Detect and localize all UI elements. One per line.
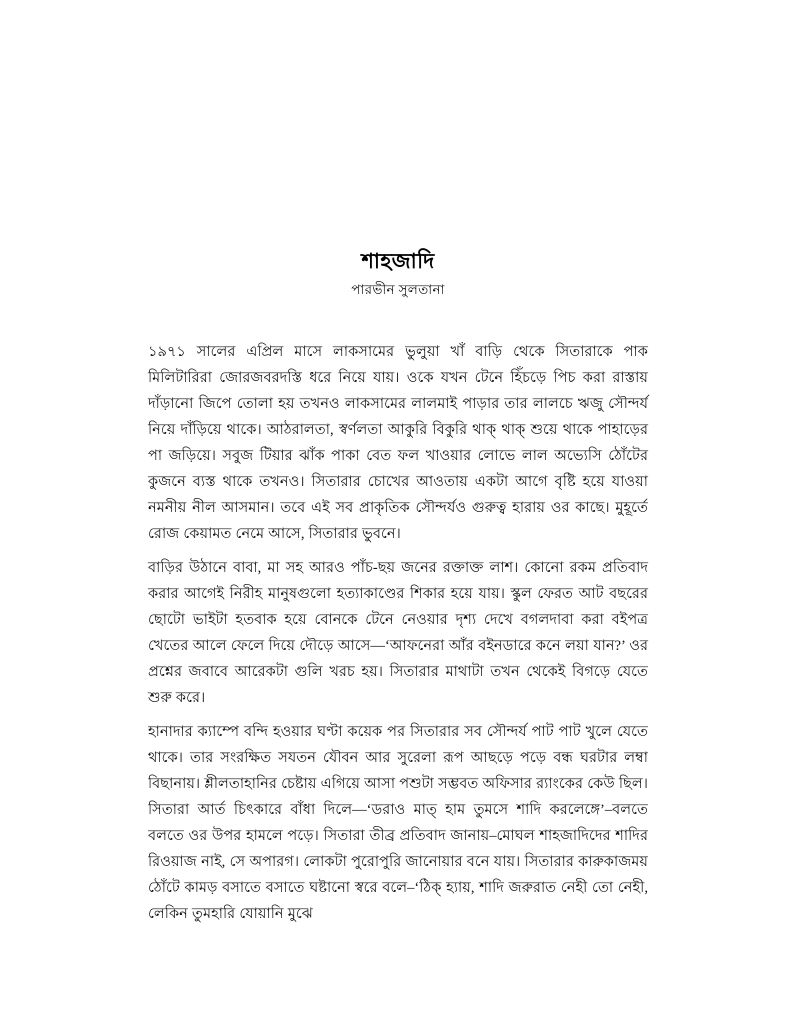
paragraph-3: হানাদার ক্যাম্পে বন্দি হওয়ার ঘণ্টা কয়েক পর সিতারার সব সৌন্দর্য পাট পাট খুলে যেতে থাকে। তার সংরক্ষিত সযতন যৌবন আর সুরেলা রূপ আছড়ে পড়ে বন্ধ ঘরটার লম্বা বিছানায়। শ্লীলতাহানির চেষ্টায় এগিয়ে আসা পশুটা সম্ভবত অফিসার র‍্যাংকের কেউ ছিল। সিতারা আর্ত চিৎকারে বাঁধা দিলে—‘ডরাও মাত্‌ হাম তুমসে শাদি করলেঙ্গে’–বলতে বলতে ওর উপর হামলে পড়ে। সিতারা তীব্র প্রতিবাদ জানায়–মোঘল শাহজাদিদের শাদির রিওয়াজ নাই, সে অপারগ। লোকটা পুরোপুরি জানোয়ার বনে যায়। সিতারার কারুকাজময় ঠোঁটে কামড় বসাতে বসাতে ঘষ্টানো স্বরে বলে–‘ঠিক্‌ হ্যায়, শাদি জরুরাত নেহী তো নেহী, লেকিন তুমহারি যোয়ানি মুঝে xyxy=(148,723,648,922)
page-content-frame xyxy=(148,248,648,927)
paragraph-1: ১৯৭১ সালের এপ্রিল মাসে লাকসামের ভুলুয়া খাঁ বাড়ি থেকে সিতারাকে পাক মিলিটারিরা জোরজবরদস্তি ধরে নিয়ে যায়। ওকে যখন টেনে হিঁচড়ে পিচ করা রাস্তায় দাঁড়ানো জিপে তোলা হয় তখনও লাকসামের লালমাই পাড়ার তার লালচে ঋজু সৌন্দর্য নিয়ে দাঁড়িয়ে থাকে। আঠরালতা, স্বর্ণলতা আকুরি বিকুরি থাক্‌ থাক্‌ শুয়ে থাকে পাহাড়ের পা জড়িয়ে। সবুজ টিয়ার ঝাঁক পাকা বেত ফল খাওয়ার লোভে লাল অভ্যেসি ঠোঁটের কুজনে ব্যস্ত থাকে তখনও। সিতারার চোখের আওতায় একটা আগে বৃষ্টি হয়ে যাওয়া নমনীয় নীল আসমান। তবে এই সব প্রাকৃতিক সৌন্দর্যও গুরুত্ব হারায় ওর কাছে। মুহূর্তে রোজ কেয়ামত নেমে আসে, সিতারার ভুবনে। xyxy=(148,343,648,542)
paragraph-2: বাড়ির উঠানে বাবা, মা সহ আরও পাঁচ-ছয় জনের রক্তাক্ত লাশ। কোনো রকম প্রতিবাদ করার আগেই নিরীহ মানুষগুলো হত্যাকাণ্ডের শিকার হয়ে যায়। স্কুল ফেরত আট বছরের ছোটো ভাইটা হতবাক হয়ে বোনকে টেনে নেওয়ার দৃশ্য দেখে বগলদাবা করা বইপত্র খেতের আলে ফেলে দিয়ে দৌড়ে আসে—‘আফনেরা আঁর বইনডারে কনে লয়া যান?’ ওর প্রশ্নের জবাবে আরেকটা গুলি খরচ হয়। সিতারার মাথাটা তখন থেকেই বিগড়ে যেতে শুরু করে। xyxy=(148,559,648,706)
author-byline: পারভীন সুলতানা xyxy=(351,282,445,298)
page-title: শাহজাদি xyxy=(361,249,435,273)
body-text xyxy=(148,339,648,927)
